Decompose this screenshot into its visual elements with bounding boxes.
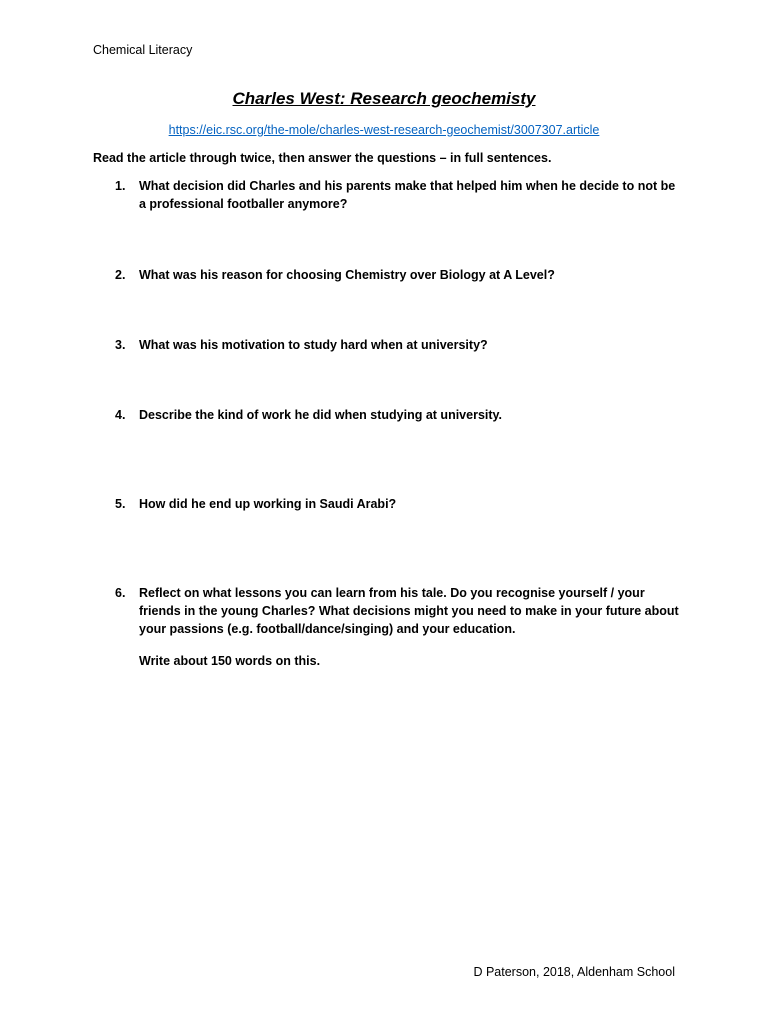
question-number: 3.	[115, 338, 126, 352]
question-3	[115, 336, 685, 354]
question-5	[115, 495, 685, 513]
article-link[interactable]: https://eic.rsc.org/the-mole/charles-west-research-geochemist/3007307.article	[168, 123, 600, 137]
page-footer: D Paterson, 2018, Aldenham School	[473, 965, 675, 979]
question-1	[115, 177, 685, 213]
question-text: Describe the kind of work he did when studying at university.	[139, 408, 503, 422]
question-text: How did he end up working in Saudi Arabi?	[139, 497, 397, 511]
question-number: 6.	[115, 586, 126, 600]
question-text: What was his reason for choosing Chemistry over Biology at A Level?	[139, 268, 555, 282]
question-number: 4.	[115, 408, 126, 422]
question-6	[115, 584, 685, 638]
question-4	[115, 406, 685, 424]
page-header: Chemical Literacy	[93, 43, 193, 57]
question-number: 2.	[115, 268, 126, 282]
question-number: 5.	[115, 497, 126, 511]
question-2	[115, 266, 685, 284]
instructions: Read the article through twice, then answer the questions – in full sentences.	[93, 151, 552, 165]
question-6-extra: Write about 150 words on this.	[139, 654, 321, 668]
question-text: What decision did Charles and his parents make that helped him when he decide to not be a professional footballer anymore?	[139, 179, 676, 211]
question-text: What was his motivation to study hard when at university?	[139, 338, 488, 352]
question-text: Reflect on what lessons you can learn from his tale. Do you recognise yourself / your friends in the young Charles? What decisions might you need to make in your future about your passions (e.g. football/dance/singing) and your education.	[139, 586, 679, 636]
document-title: Charles West: Research geochemisty	[232, 89, 536, 108]
question-number: 1.	[115, 179, 126, 193]
